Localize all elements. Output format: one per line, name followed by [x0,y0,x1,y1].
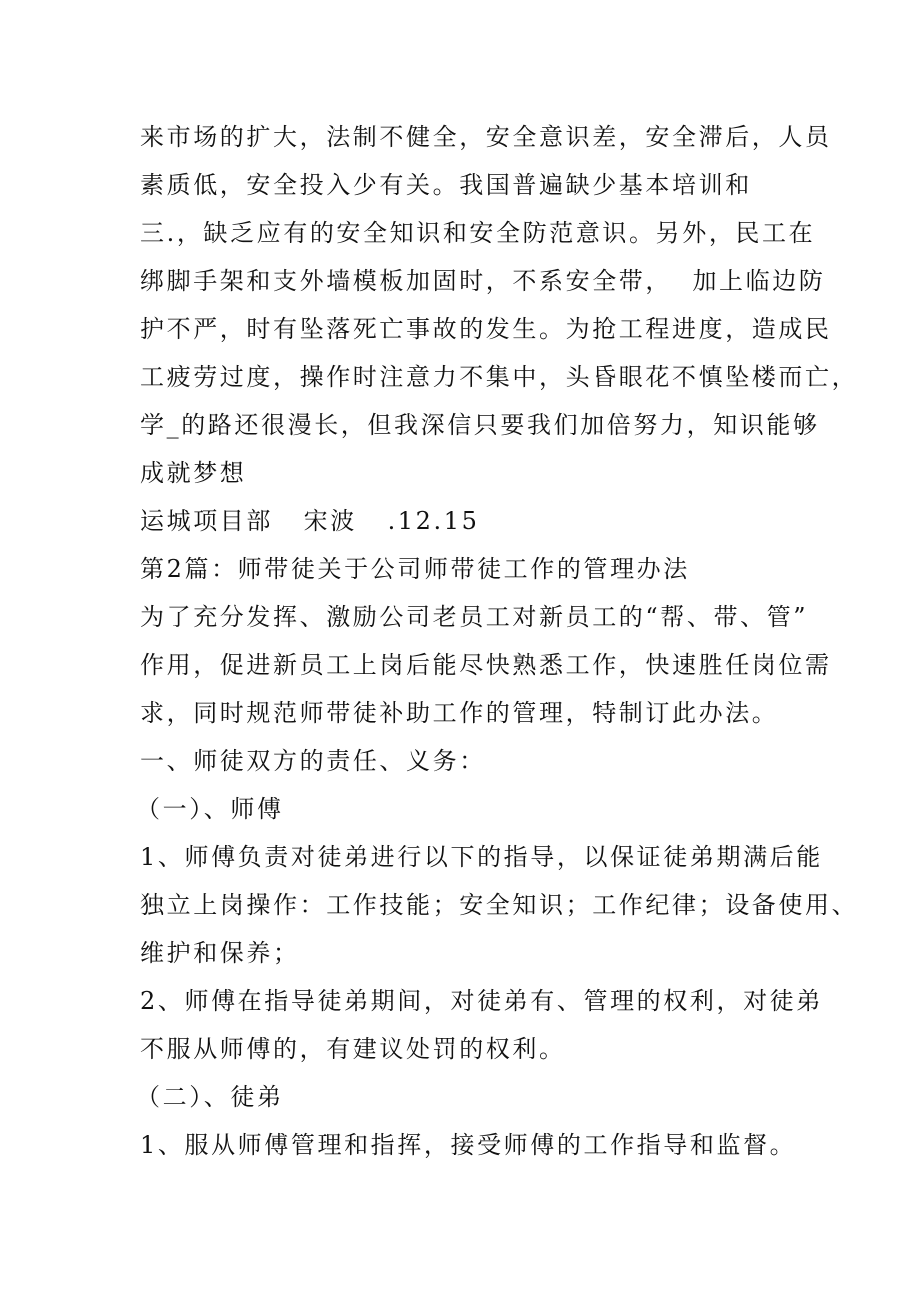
subheading: 一、师徒双方的责任、义务： [140,747,486,775]
text-line: 绑脚手架和支外墙模板加固时，不系安全带， 加上临边防 [140,267,826,295]
text-line: 维护和保养； [140,939,300,967]
text-line: 不服从师傅的，有建议处罚的权利。 [140,1035,566,1063]
signature-line: 运城项目部 宋波 .12.15 [140,507,480,535]
text-line: 成就梦想 [140,459,247,487]
subheading: （一）、师傅 [136,795,284,823]
text-line: 学_的路还很漫长，但我深信只要我们加倍努力，知识能够 [140,411,820,439]
text-line: 来市场的扩大，法制不健全，安全意识差，安全滞后，人员 [140,123,832,151]
section-heading: 第2篇：师带徒关于公司师带徒工作的管理办法 [140,555,690,583]
text-line: 工疲劳过度，操作时注意力不集中，头昏眼花不慎坠楼而亡， [140,363,859,391]
text-line: 1、师傅负责对徒弟进行以下的指导，以保证徒弟期满后能 [140,843,823,871]
text-line: 求，同时规范师带徒补助工作的管理，特制订此办法。 [140,699,779,727]
text-line: 作用，促进新员工上岗后能尽快熟悉工作，快速胜任岗位需 [140,651,832,679]
text-line: 为了充分发挥、激励公司老员工对新员工的“帮、带、管” [140,603,809,631]
text-line: 2、师傅在指导徒弟期间，对徒弟有、管理的权利，对徒弟 [140,987,823,1015]
text-line: 1、服从师傅管理和指挥，接受师傅的工作指导和监督。 [140,1131,797,1159]
text-line: 素质低，安全投入少有关。我国普遍缺少基本培训和 [140,171,752,199]
text-line: 三.，缺乏应有的安全知识和安全防范意识。另外，民工在 [140,219,816,247]
subheading: （二）、徒弟 [136,1083,284,1111]
text-line: 护不严，时有坠落死亡事故的发生。为抢工程进度，造成民 [140,315,832,343]
text-line: 独立上岗操作：工作技能；安全知识；工作纪律；设备使用、 [140,891,859,919]
